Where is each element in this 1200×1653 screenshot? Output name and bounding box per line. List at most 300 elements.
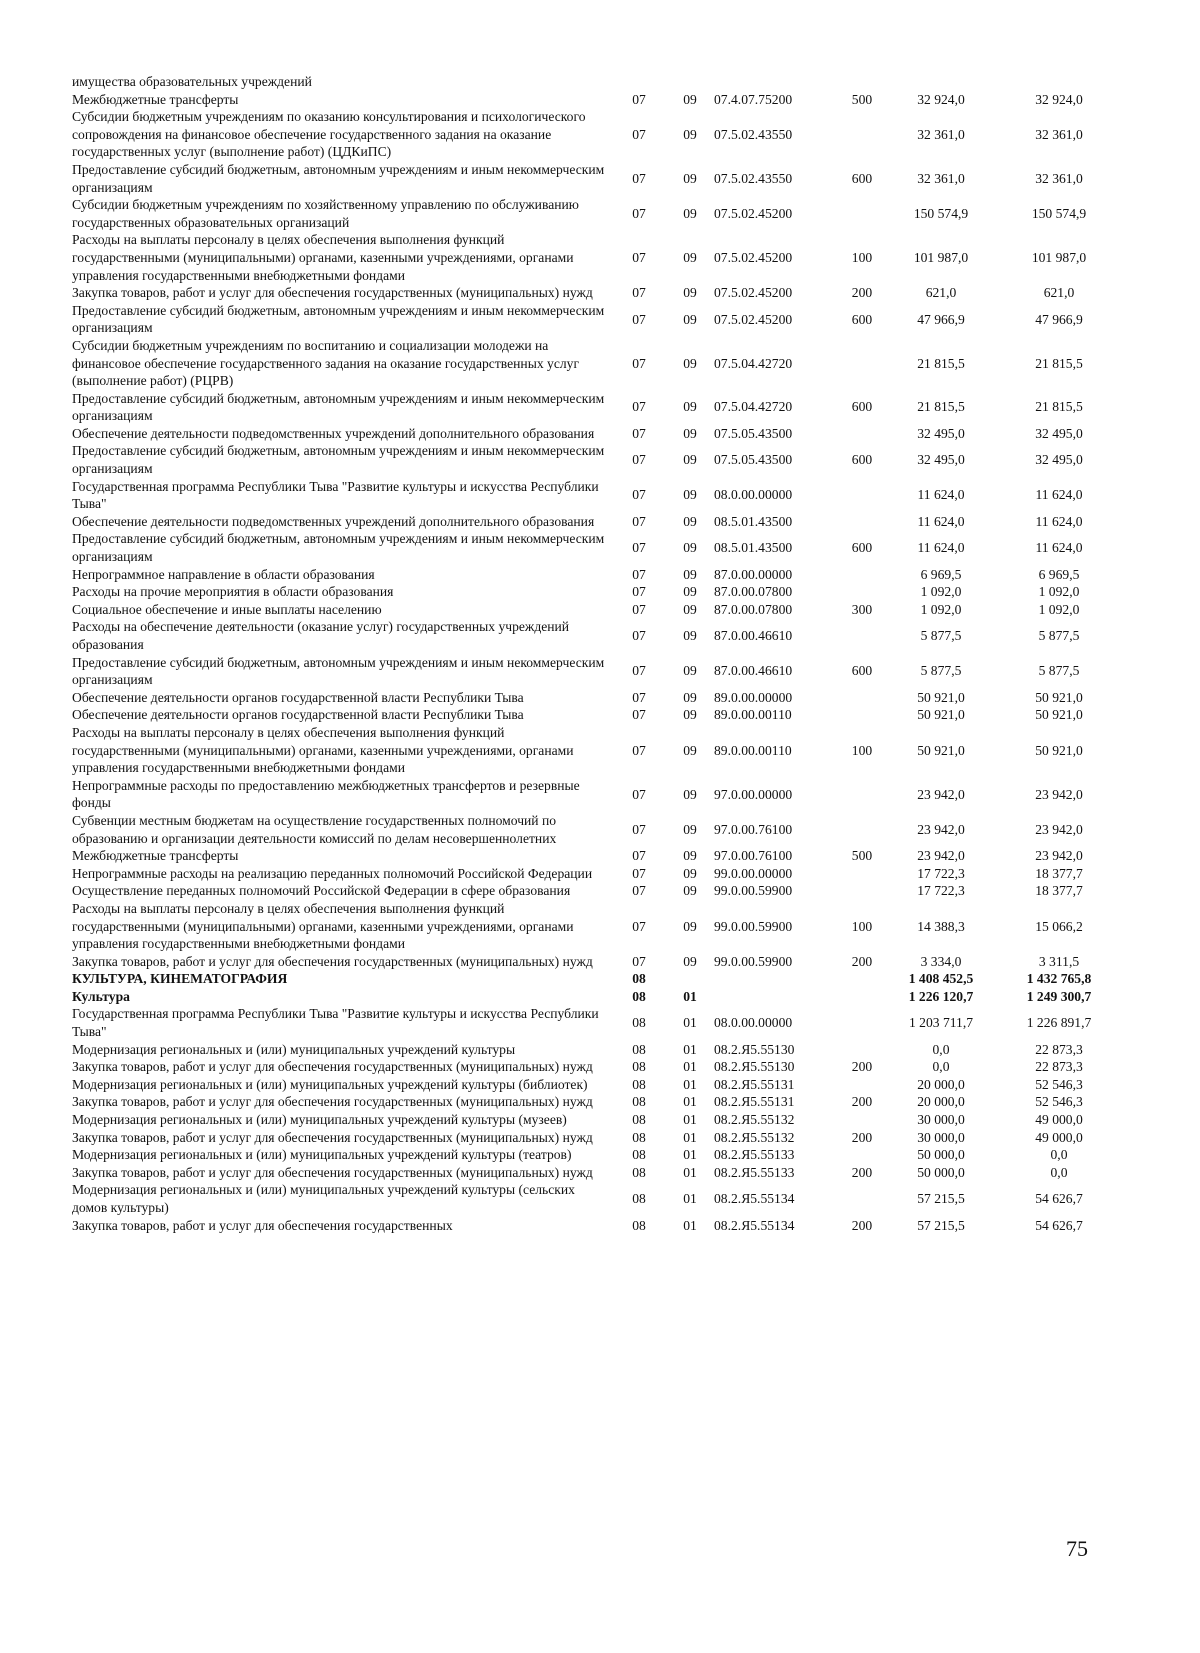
table-row	[72, 1041, 1118, 1059]
row-subsection-code: 09	[683, 355, 697, 371]
row-amount-year-2: 1 226 891,7	[1026, 1015, 1092, 1031]
row-section-code: 07	[632, 311, 646, 327]
row-expense-type-code: 200	[851, 1059, 873, 1075]
row-subsection-code: 09	[683, 91, 697, 107]
table-row	[72, 302, 1118, 337]
row-subsection-code: 09	[683, 865, 697, 881]
row-amount-year-2: 22 873,3	[1035, 1059, 1083, 1075]
row-amount-year-2: 23 942,0	[1035, 821, 1083, 837]
row-section-code: 07	[632, 170, 646, 186]
row-subsection-code: 01	[683, 1147, 697, 1163]
row-amount-year-1: 11 624,0	[917, 540, 965, 556]
row-amount-year-2: 3 311,5	[1038, 953, 1080, 969]
row-expense-type-code: 600	[851, 452, 873, 468]
row-amount-year-1: 47 966,9	[917, 311, 965, 327]
table-row	[72, 970, 1118, 988]
row-subsection-code: 01	[683, 1076, 697, 1092]
row-amount-year-1: 0,0	[932, 1041, 950, 1057]
row-subsection-code: 09	[683, 285, 697, 301]
row-subsection-code: 09	[683, 126, 697, 142]
row-expense-type-code	[842, 1041, 882, 1059]
row-name: Предоставление субсидий бюджетным, автономным учреждениям и иным некоммерческим организациям	[72, 443, 605, 477]
row-subsection-code: 09	[683, 918, 697, 934]
table-row	[72, 1093, 1118, 1111]
row-name: Межбюджетные трансферты	[72, 91, 239, 107]
row-target-article-code: 99.0.00.59900	[714, 918, 793, 934]
row-amount-year-1: 11 624,0	[917, 513, 965, 529]
row-subsection-code: 09	[683, 742, 697, 758]
row-target-article-code: 97.0.00.76100	[714, 848, 793, 864]
table-row	[72, 1146, 1118, 1164]
table-row	[72, 953, 1118, 971]
row-target-article-code: 07.5.04.42720	[714, 355, 793, 371]
row-subsection-code: 09	[683, 821, 697, 837]
row-expense-type-code	[842, 882, 882, 900]
row-subsection-code: 09	[683, 249, 697, 265]
row-section-code: 08	[632, 1164, 646, 1180]
row-name: Закупка товаров, работ и услуг для обеспечения государственных	[72, 1217, 453, 1233]
table-row	[72, 425, 1118, 443]
row-subsection-code: 01	[683, 1041, 697, 1057]
row-amount-year-2: 21 815,5	[1035, 399, 1083, 415]
row-subsection-code: 01	[683, 1059, 697, 1075]
row-name: Модернизация региональных и (или) муниципальных учреждений культуры (театров)	[72, 1147, 572, 1163]
row-amount-year-1: 32 495,0	[917, 452, 965, 468]
row-amount-year-2: 49 000,0	[1035, 1112, 1083, 1128]
row-expense-type-code: 600	[851, 311, 873, 327]
row-expense-type-code	[842, 865, 882, 883]
row-amount-year-2: 18 377,7	[1035, 865, 1083, 881]
row-target-article-code	[714, 988, 842, 1006]
row-target-article-code: 07.5.02.43550	[714, 170, 793, 186]
row-amount-year-2: 32 495,0	[1035, 452, 1083, 468]
row-target-article-code: 08.5.01.43500	[714, 540, 793, 556]
row-section-code: 08	[632, 1059, 646, 1075]
row-name: Межбюджетные трансферты	[72, 848, 239, 864]
row-name: Закупка товаров, работ и услуг для обеспечения государственных (муниципальных) нужд	[72, 953, 593, 969]
row-expense-type-code: 200	[851, 285, 873, 301]
row-subsection-code: 09	[683, 399, 697, 415]
row-section-code: 08	[632, 1076, 646, 1092]
row-section-code: 08	[632, 971, 646, 987]
budget-table	[72, 73, 1118, 1234]
row-subsection-code: 09	[683, 883, 697, 899]
row-expense-type-code	[842, 1076, 882, 1094]
row-target-article-code	[714, 970, 842, 988]
row-expense-type-code: 100	[851, 742, 873, 758]
row-subsection-code: 01	[683, 988, 697, 1004]
row-subsection-code: 09	[683, 311, 697, 327]
row-name: Предоставление субсидий бюджетным, автономным учреждениям и иным некоммерческим организациям	[72, 161, 605, 195]
row-subsection-code: 09	[683, 205, 697, 221]
row-target-article-code: 97.0.00.00000	[714, 786, 793, 802]
table-row	[72, 777, 1118, 812]
row-amount-year-2: 52 546,3	[1035, 1076, 1083, 1092]
row-target-article-code: 08.0.00.00000	[714, 1015, 793, 1031]
row-subsection-code: 09	[683, 425, 697, 441]
row-subsection-code: 09	[683, 566, 697, 582]
row-amount-year-2: 1 432 765,8	[1026, 971, 1092, 987]
table-row	[72, 882, 1118, 900]
row-expense-type-code: 200	[851, 1217, 873, 1233]
table-row	[72, 1129, 1118, 1147]
row-section-code: 07	[632, 848, 646, 864]
row-target-article-code: 07.5.04.42720	[714, 399, 793, 415]
table-row	[72, 530, 1118, 565]
row-target-article-code: 08.2.Я5.55134	[714, 1217, 795, 1233]
row-name: КУЛЬТУРА, КИНЕМАТОГРАФИЯ	[72, 971, 288, 987]
row-expense-type-code	[842, 706, 882, 724]
row-section-code: 07	[632, 707, 646, 723]
row-name: Модернизация региональных и (или) муниципальных учреждений культуры (библиотек)	[72, 1076, 588, 1092]
row-name: Субсидии бюджетным учреждениям по воспитанию и социализации молодежи на финансовое обеспечение государственного задания на оказание государственных услуг (выполнение работ) (РЦРВ)	[72, 337, 580, 389]
row-amount-year-1: 6 969,5	[920, 566, 962, 582]
row-name: Закупка товаров, работ и услуг для обеспечения государственных (муниципальных) нужд	[72, 1129, 593, 1145]
row-expense-type-code	[842, 583, 882, 601]
row-amount-year-1: 14 388,3	[917, 918, 965, 934]
table-row	[72, 231, 1118, 284]
row-section-code: 08	[632, 1129, 646, 1145]
row-target-article-code: 07.5.02.45200	[714, 249, 793, 265]
row-expense-type-code	[842, 108, 882, 161]
table-row	[72, 618, 1118, 653]
row-amount-year-1: 32 361,0	[917, 126, 965, 142]
table-row	[72, 1181, 1118, 1216]
row-section-code: 07	[632, 865, 646, 881]
row-section-code: 07	[632, 540, 646, 556]
row-expense-type-code	[842, 513, 882, 531]
row-expense-type-code: 600	[851, 540, 873, 556]
row-name: Обеспечение деятельности подведомственных учреждений дополнительного образования	[72, 425, 595, 441]
row-amount-year-2: 18 377,7	[1035, 883, 1083, 899]
row-section-code: 07	[632, 91, 646, 107]
row-amount-year-2: 621,0	[1043, 285, 1075, 301]
row-amount-year-1: 30 000,0	[917, 1129, 965, 1145]
row-target-article-code: 08.2.Я5.55132	[714, 1129, 795, 1145]
row-amount-year-2: 54 626,7	[1035, 1191, 1083, 1207]
row-expense-type-code: 300	[851, 601, 873, 617]
row-name: Расходы на выплаты персоналу в целях обеспечения выполнения функций государственными (муниципальными) органами, казенными учреждениями, органами управления государственными внебюджетными фондами	[72, 724, 574, 776]
row-name: Расходы на выплаты персоналу в целях обеспечения выполнения функций государственными (муниципальными) органами, казенными учреждениями, органами управления государственными внебюджетными фондами	[72, 232, 574, 283]
row-name: Непрограммное направление в области образования	[72, 566, 375, 582]
row-name: Осуществление переданных полномочий Российской Федерации в сфере образования	[72, 883, 571, 899]
row-name: Закупка товаров, работ и услуг для обеспечения государственных (муниципальных) нужд	[72, 1164, 593, 1180]
row-section-code: 07	[632, 584, 646, 600]
table-row	[72, 1164, 1118, 1182]
row-expense-type-code: 500	[851, 848, 873, 864]
table-row	[72, 566, 1118, 584]
row-amount-year-2: 11 624,0	[1035, 540, 1083, 556]
row-name: Культура	[72, 988, 130, 1004]
row-target-article-code: 08.2.Я5.55131	[714, 1076, 795, 1092]
row-amount-year-2: 32 924,0	[1035, 91, 1083, 107]
row-name: Государственная программа Республики Тыва "Развитие культуры и искусства Республики Тыва"	[72, 478, 599, 512]
row-amount-year-2: 52 546,3	[1035, 1094, 1083, 1110]
row-target-article-code: 08.0.00.00000	[714, 487, 793, 503]
row-target-article-code: 87.0.00.07800	[714, 584, 793, 600]
row-amount-year-1: 32 495,0	[917, 425, 965, 441]
row-subsection-code	[666, 970, 714, 988]
row-amount-year-1: 50 921,0	[917, 742, 965, 758]
row-name: Субвенции местным бюджетам на осуществление государственных полномочий по образованию и организации деятельности комиссий по делам несовершеннолетних	[72, 812, 557, 846]
row-target-article-code: 07.5.02.45200	[714, 285, 793, 301]
row-amount-year-1: 1 408 452,5	[908, 971, 974, 987]
row-amount-year-1: 20 000,0	[917, 1076, 965, 1092]
row-expense-type-code	[842, 1005, 882, 1040]
row-amount-year-1: 20 000,0	[917, 1094, 965, 1110]
row-amount-year-1: 1 203 711,7	[908, 1015, 974, 1031]
row-amount-year-1: 17 722,3	[917, 865, 965, 881]
row-amount-year-2: 47 966,9	[1035, 311, 1083, 327]
row-amount-year-1: 150 574,9	[913, 205, 969, 221]
row-expense-type-code	[842, 566, 882, 584]
row-section-code: 07	[632, 126, 646, 142]
row-amount-year-2: 15 066,2	[1035, 918, 1083, 934]
row-section-code: 07	[632, 249, 646, 265]
row-amount-year-1: 1 226 120,7	[908, 988, 974, 1004]
row-expense-type-code	[842, 1146, 882, 1164]
table-row	[72, 478, 1118, 513]
row-amount-year-2: 23 942,0	[1035, 848, 1083, 864]
row-section-code: 08	[632, 1041, 646, 1057]
row-section-code: 07	[632, 689, 646, 705]
row-expense-type-code	[842, 478, 882, 513]
table-row	[72, 654, 1118, 689]
row-amount-year-2: 101 987,0	[1031, 249, 1087, 265]
row-amount-year-1: 5 877,5	[920, 628, 962, 644]
row-section-code: 07	[632, 628, 646, 644]
row-subsection-code	[666, 73, 714, 91]
row-amount-year-1: 23 942,0	[917, 821, 965, 837]
row-section-code: 07	[632, 953, 646, 969]
row-amount-year-1: 3 334,0	[920, 953, 962, 969]
row-amount-year-2: 50 921,0	[1035, 742, 1083, 758]
row-subsection-code: 09	[683, 628, 697, 644]
row-name: Обеспечение деятельности органов государственной власти Республики Тыва	[72, 707, 524, 723]
row-section-code	[612, 73, 666, 91]
row-target-article-code: 97.0.00.76100	[714, 821, 793, 837]
row-amount-year-2: 32 495,0	[1035, 425, 1083, 441]
row-name: Обеспечение деятельности подведомственных учреждений дополнительного образования	[72, 513, 595, 529]
row-name: Предоставление субсидий бюджетным, автономным учреждениям и иным некоммерческим организациям	[72, 302, 605, 336]
row-expense-type-code	[842, 689, 882, 707]
row-expense-type-code	[842, 970, 882, 988]
row-expense-type-code	[842, 425, 882, 443]
row-target-article-code: 87.0.00.00000	[714, 566, 793, 582]
row-expense-type-code	[842, 812, 882, 847]
row-subsection-code: 01	[683, 1094, 697, 1110]
row-target-article-code: 89.0.00.00110	[714, 742, 792, 758]
row-section-code: 07	[632, 742, 646, 758]
row-target-article-code: 07.5.02.45200	[714, 205, 793, 221]
row-amount-year-1	[882, 73, 1000, 91]
table-row	[72, 601, 1118, 619]
row-subsection-code: 01	[683, 1015, 697, 1031]
row-section-code: 07	[632, 355, 646, 371]
row-target-article-code: 08.2.Я5.55133	[714, 1147, 795, 1163]
row-subsection-code: 01	[683, 1129, 697, 1145]
table-row	[72, 1058, 1118, 1076]
row-section-code: 07	[632, 918, 646, 934]
table-row	[72, 108, 1118, 161]
row-amount-year-1: 32 361,0	[917, 170, 965, 186]
row-target-article-code: 87.0.00.46610	[714, 628, 793, 644]
row-section-code: 07	[632, 821, 646, 837]
table-row	[72, 284, 1118, 302]
row-subsection-code: 01	[683, 1164, 697, 1180]
row-amount-year-2: 1 249 300,7	[1026, 988, 1092, 1004]
table-row	[72, 812, 1118, 847]
row-target-article-code: 99.0.00.59900	[714, 883, 793, 899]
row-target-article-code: 08.2.Я5.55134	[714, 1191, 795, 1207]
row-target-article-code: 99.0.00.00000	[714, 865, 793, 881]
row-amount-year-1: 1 092,0	[920, 584, 962, 600]
table-row	[72, 337, 1118, 390]
row-section-code: 07	[632, 487, 646, 503]
row-expense-type-code: 200	[851, 1094, 873, 1110]
row-expense-type-code	[842, 196, 882, 231]
row-subsection-code: 01	[683, 1112, 697, 1128]
row-amount-year-2: 54 626,7	[1035, 1217, 1083, 1233]
row-amount-year-1: 32 924,0	[917, 91, 965, 107]
row-amount-year-2: 0,0	[1050, 1164, 1068, 1180]
row-name: Закупка товаров, работ и услуг для обеспечения государственных (муниципальных) нужд	[72, 285, 593, 301]
table-row	[72, 442, 1118, 477]
row-amount-year-1: 57 215,5	[917, 1217, 965, 1233]
row-amount-year-2: 50 921,0	[1035, 689, 1083, 705]
row-section-code: 08	[632, 1217, 646, 1233]
row-expense-type-code: 200	[851, 1129, 873, 1145]
table-row	[72, 988, 1118, 1006]
row-amount-year-1: 621,0	[925, 285, 957, 301]
row-expense-type-code: 100	[851, 249, 873, 265]
table-row	[72, 1005, 1118, 1040]
row-amount-year-2: 32 361,0	[1035, 126, 1083, 142]
row-name: Субсидии бюджетным учреждениям по оказанию консультирования и психологического сопровождения на финансовое обеспечение государственного задания на оказание государственных услуг (выполнение работ) (ЦДКиПС)	[72, 109, 586, 160]
table-row	[72, 196, 1118, 231]
row-section-code: 07	[632, 452, 646, 468]
row-amount-year-2: 23 942,0	[1035, 786, 1083, 802]
row-expense-type-code: 100	[851, 918, 873, 934]
row-target-article-code: 07.5.05.43500	[714, 425, 793, 441]
row-amount-year-1: 17 722,3	[917, 883, 965, 899]
table-row	[72, 1217, 1118, 1235]
table-row	[72, 73, 1118, 91]
row-subsection-code: 09	[683, 601, 697, 617]
row-amount-year-2: 21 815,5	[1035, 355, 1083, 371]
row-target-article-code: 87.0.00.07800	[714, 601, 793, 617]
budget-table-body	[72, 73, 1118, 1234]
row-amount-year-2: 1 092,0	[1038, 601, 1080, 617]
page-number: 75	[1066, 1536, 1088, 1561]
row-amount-year-1: 57 215,5	[917, 1191, 965, 1207]
row-section-code: 07	[632, 399, 646, 415]
row-subsection-code: 09	[683, 848, 697, 864]
row-name: Предоставление субсидий бюджетным, автономным учреждениям и иным некоммерческим организациям	[72, 390, 605, 424]
row-name: Предоставление субсидий бюджетным, автономным учреждениям и иным некоммерческим организациям	[72, 654, 605, 688]
row-target-article-code: 07.4.07.75200	[714, 91, 793, 107]
row-target-article-code: 07.5.02.45200	[714, 311, 793, 327]
row-amount-year-1: 21 815,5	[917, 399, 965, 415]
row-subsection-code: 09	[683, 540, 697, 556]
row-subsection-code: 09	[683, 663, 697, 679]
row-amount-year-1: 1 092,0	[920, 601, 962, 617]
row-target-article-code: 89.0.00.00000	[714, 689, 793, 705]
table-row	[72, 865, 1118, 883]
table-row	[72, 847, 1118, 865]
row-amount-year-1: 21 815,5	[917, 355, 965, 371]
row-name: Субсидии бюджетным учреждениям по хозяйственному управлению по обслуживанию государственных образовательных организаций	[72, 197, 579, 230]
row-expense-type-code	[842, 988, 882, 1006]
row-expense-type-code: 600	[851, 399, 873, 415]
row-expense-type-code: 600	[851, 663, 873, 679]
row-name: Расходы на прочие мероприятия в области образования	[72, 584, 394, 600]
row-name: Модернизация региональных и (или) муниципальных учреждений культуры (сельских домов культуры)	[72, 1182, 575, 1215]
row-subsection-code: 09	[683, 707, 697, 723]
row-amount-year-2: 50 921,0	[1035, 707, 1083, 723]
row-subsection-code: 09	[683, 513, 697, 529]
row-target-article-code: 08.2.Я5.55133	[714, 1164, 795, 1180]
row-target-article-code: 08.5.01.43500	[714, 513, 793, 529]
row-name: Модернизация региональных и (или) муниципальных учреждений культуры	[72, 1041, 516, 1057]
row-section-code: 08	[632, 1147, 646, 1163]
row-subsection-code: 09	[683, 953, 697, 969]
row-subsection-code: 01	[683, 1191, 697, 1207]
row-section-code: 07	[632, 285, 646, 301]
table-row	[72, 724, 1118, 777]
table-row	[72, 583, 1118, 601]
row-name: Расходы на обеспечение деятельности (оказание услуг) государственных учреждений образования	[72, 619, 570, 652]
table-row	[72, 900, 1118, 953]
row-subsection-code: 09	[683, 584, 697, 600]
row-name: Непрограммные расходы по предоставлению межбюджетных трансфертов и резервные фонды	[72, 777, 580, 811]
row-target-article-code: 89.0.00.00110	[714, 707, 792, 723]
table-row	[72, 91, 1118, 109]
row-amount-year-2: 6 969,5	[1038, 566, 1080, 582]
row-amount-year-1: 23 942,0	[917, 786, 965, 802]
row-amount-year-2: 5 877,5	[1038, 628, 1080, 644]
row-amount-year-2: 150 574,9	[1031, 205, 1087, 221]
table-row	[72, 390, 1118, 425]
row-amount-year-2: 32 361,0	[1035, 170, 1083, 186]
row-expense-type-code	[842, 337, 882, 390]
row-amount-year-2: 22 873,3	[1035, 1041, 1083, 1057]
row-section-code: 07	[632, 601, 646, 617]
row-section-code: 08	[632, 1094, 646, 1110]
row-amount-year-1: 11 624,0	[917, 487, 965, 503]
row-expense-type-code: 200	[851, 1164, 873, 1180]
row-name: Государственная программа Республики Тыва "Развитие культуры и искусства Республики Тыва"	[72, 1006, 599, 1040]
row-target-article-code: 08.2.Я5.55130	[714, 1059, 795, 1075]
row-amount-year-2: 1 092,0	[1038, 584, 1080, 600]
row-subsection-code: 09	[683, 786, 697, 802]
row-name: Социальное обеспечение и иные выплаты населению	[72, 601, 382, 617]
row-amount-year-2: 49 000,0	[1035, 1129, 1083, 1145]
row-name: Предоставление субсидий бюджетным, автономным учреждениям и иным некоммерческим организациям	[72, 531, 605, 565]
row-amount-year-1: 5 877,5	[920, 663, 962, 679]
row-amount-year-1: 0,0	[932, 1059, 950, 1075]
row-section-code: 07	[632, 513, 646, 529]
row-section-code: 08	[632, 1112, 646, 1128]
row-expense-type-code: 500	[851, 91, 873, 107]
row-name: Модернизация региональных и (или) муниципальных учреждений культуры (музеев)	[72, 1112, 567, 1128]
row-expense-type-code	[842, 618, 882, 653]
row-amount-year-1: 50 000,0	[917, 1164, 965, 1180]
row-section-code: 07	[632, 663, 646, 679]
row-section-code: 07	[632, 205, 646, 221]
row-target-article-code: 07.5.05.43500	[714, 452, 793, 468]
row-target-article-code: 08.2.Я5.55132	[714, 1112, 795, 1128]
